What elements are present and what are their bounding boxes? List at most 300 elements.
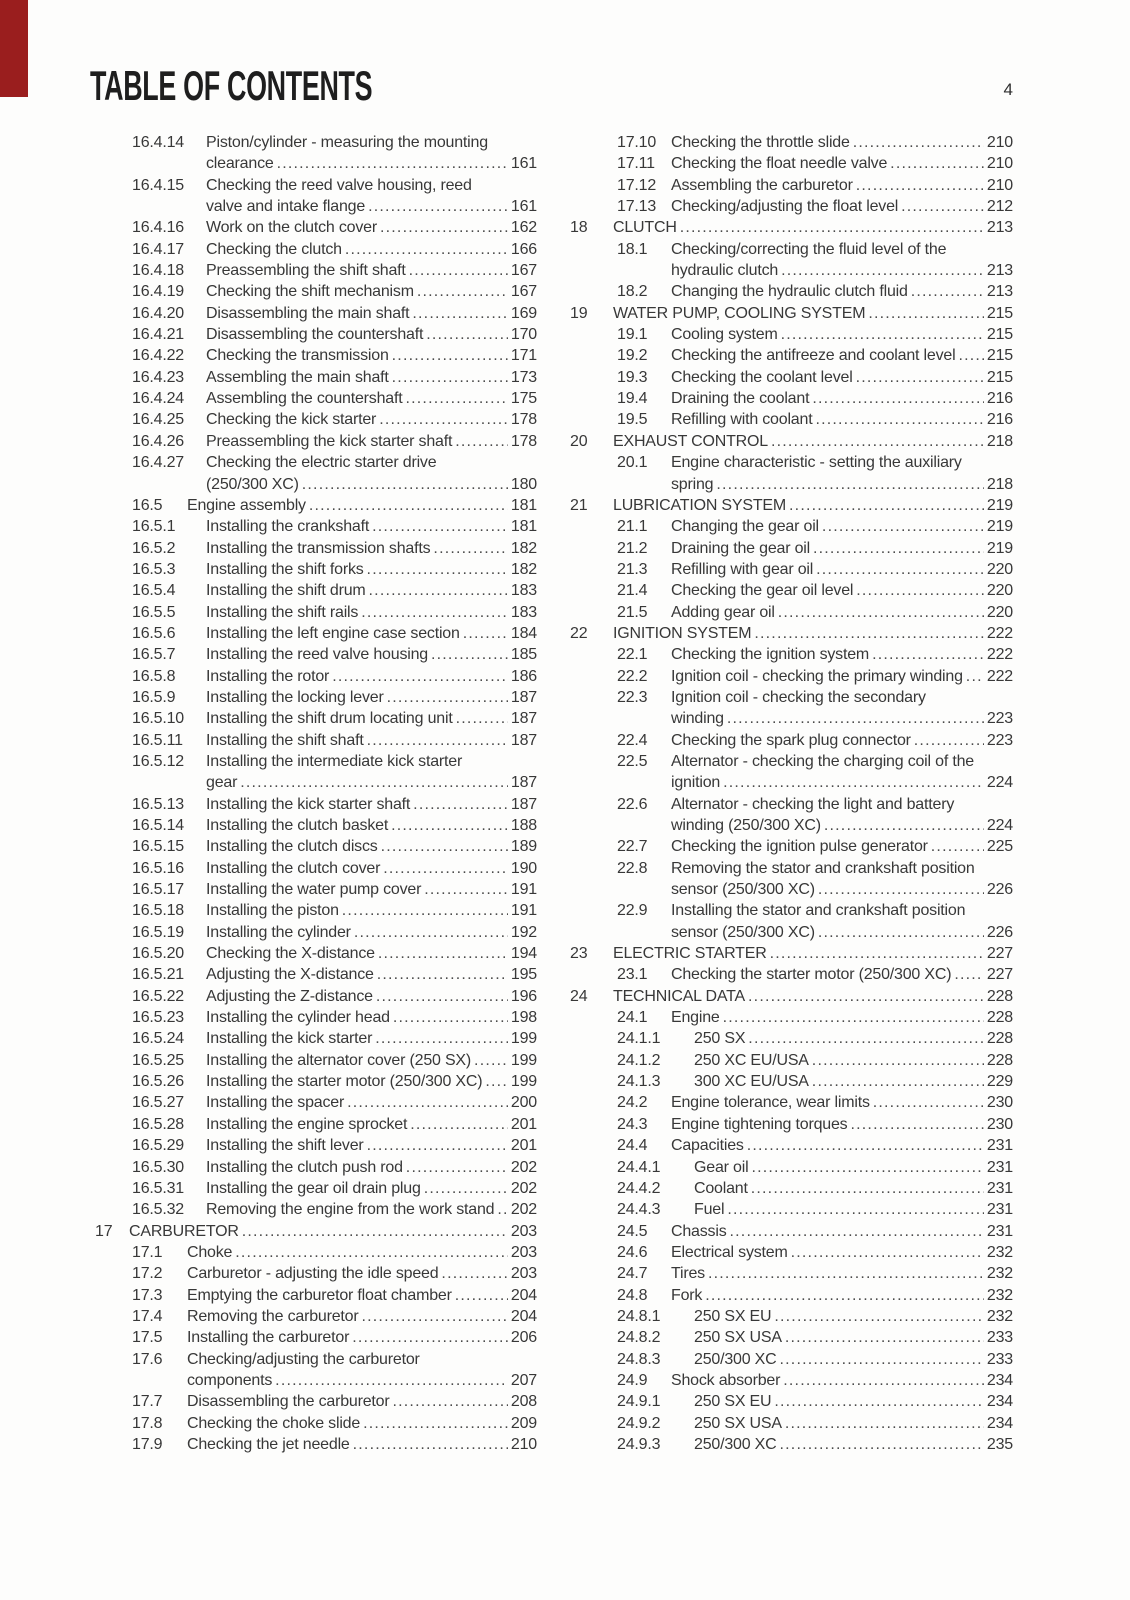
dot-leader — [853, 132, 984, 153]
dot-leader — [417, 281, 508, 302]
toc-entry — [570, 431, 1013, 452]
toc-entry-title: CARBURETOR — [129, 1222, 239, 1240]
dot-leader — [362, 1306, 508, 1327]
toc-entry-title: Choke — [187, 1243, 233, 1261]
toc-entry-page: 187 — [510, 731, 537, 749]
toc-entry-title: Installing the water pump cover — [206, 881, 422, 899]
dot-leader — [235, 1242, 508, 1263]
toc-entry-number: 17.6 — [132, 1350, 163, 1368]
toc-entry — [95, 431, 537, 452]
toc-entry-number: 24.6 — [617, 1243, 648, 1261]
toc-entry — [570, 730, 1013, 751]
dot-leader — [393, 1391, 508, 1412]
dot-leader — [705, 1285, 984, 1306]
toc-entry-number: 16.4.19 — [132, 283, 184, 301]
toc-entry-title: Checking the gear oil level — [671, 582, 854, 600]
dot-leader — [791, 1242, 984, 1263]
toc-entry — [95, 345, 537, 366]
dot-leader — [789, 495, 984, 516]
toc-entry-title: 300 XC EU/USA — [694, 1073, 809, 1091]
toc-entry-title: Installing the shift forks — [206, 560, 364, 578]
dot-leader — [393, 1007, 508, 1028]
toc-entry-title: Checking the transmission — [206, 347, 389, 365]
toc-entry-title: Installing the piston — [206, 902, 339, 920]
toc-entry-title: Checking the reed valve housing, reed — [206, 176, 472, 194]
dot-leader — [354, 922, 508, 943]
toc-entry-page: 203 — [510, 1243, 537, 1261]
toc-entry-title: Checking the shift mechanism — [206, 283, 414, 301]
toc-entry — [570, 1434, 1013, 1455]
toc-entry-page: 228 — [986, 1009, 1013, 1027]
toc-entry-number: 17.7 — [132, 1393, 163, 1411]
toc-entry-page: 222 — [986, 624, 1013, 642]
toc-entry-title: Installing the clutch push rod — [206, 1158, 403, 1176]
toc-entry-number: 16.5.23 — [132, 1009, 184, 1027]
toc-entry-number: 16.5.2 — [132, 539, 176, 557]
toc-entry-title: Shock absorber — [671, 1371, 781, 1389]
toc-entry-title: 250 SX USA — [694, 1329, 782, 1347]
toc-entry-number: 24.1.1 — [617, 1030, 661, 1048]
toc-entry — [95, 1157, 537, 1178]
toc-entry-number: 16.5.10 — [132, 710, 184, 728]
toc-entry-page: 202 — [510, 1179, 537, 1197]
toc-entry — [570, 836, 1013, 857]
toc-entry-number: 16.5.31 — [132, 1179, 184, 1197]
toc-entry-number: 16.4.18 — [132, 262, 184, 280]
toc-entry-number: 21.1 — [617, 518, 648, 536]
toc-entry — [95, 708, 537, 729]
toc-entry-title: Installing the shift drum locating unit — [206, 710, 453, 728]
toc-entry — [570, 1028, 1013, 1049]
dot-leader — [387, 687, 508, 708]
toc-entry-number: 16.5.20 — [132, 945, 184, 963]
dot-leader — [781, 260, 984, 281]
toc-entry-number: 17.1 — [132, 1243, 163, 1261]
toc-entry — [95, 303, 537, 324]
toc-entry-title: Disassembling the carburetor — [187, 1393, 390, 1411]
toc-entry-page: 187 — [510, 795, 537, 813]
toc-entry — [95, 1434, 537, 1455]
dot-leader — [347, 1092, 508, 1113]
toc-entry-number: 17.2 — [132, 1265, 163, 1283]
toc-entry-page: 231 — [986, 1201, 1013, 1219]
toc-entry-page: 231 — [986, 1179, 1013, 1197]
toc-entry-page: 173 — [510, 368, 537, 386]
toc-entry-title: Adjusting the X-distance — [206, 966, 374, 984]
chapter-tab — [0, 0, 28, 97]
toc-entry-title: Fuel — [694, 1201, 725, 1219]
toc-entry — [570, 964, 1013, 985]
dot-leader — [497, 1199, 508, 1220]
toc-entry-number: 16.5.15 — [132, 838, 184, 856]
toc-entry — [95, 900, 537, 921]
toc-entry-page: 224 — [986, 817, 1013, 834]
dot-leader — [455, 431, 508, 452]
toc-entry — [95, 1050, 537, 1071]
dot-leader — [783, 1370, 984, 1391]
dot-leader — [377, 964, 508, 985]
toc-entry-title: CLUTCH — [613, 219, 677, 237]
toc-entry-page: 219 — [986, 539, 1013, 557]
toc-entry-page: 229 — [986, 1073, 1013, 1091]
toc-entry-title: Changing the gear oil — [671, 518, 819, 536]
toc-entry-page: 228 — [986, 1051, 1013, 1069]
toc-entry — [95, 580, 537, 601]
dot-leader — [392, 367, 508, 388]
toc-entry-number: 16.5.17 — [132, 881, 184, 899]
toc-entry-title: Piston/cylinder - measuring the mounting — [206, 134, 488, 151]
toc-entry-title: Installing the shift lever — [206, 1137, 364, 1155]
toc-entry-number: 19.5 — [617, 411, 648, 429]
toc-entry-number: 22.5 — [617, 752, 648, 770]
dot-leader — [856, 367, 984, 388]
toc-entry-title: Tires — [671, 1265, 705, 1283]
dot-leader — [708, 1263, 984, 1284]
toc-entry-page: 222 — [986, 667, 1013, 685]
toc-entry-title: Installing the shift drum — [206, 582, 366, 600]
toc-entry — [95, 964, 537, 985]
toc-entry-page: 225 — [986, 838, 1013, 856]
toc-entry-page: 188 — [510, 817, 537, 834]
toc-entry-number: 16.4.26 — [132, 432, 184, 450]
toc-entry — [570, 345, 1013, 366]
toc-entry-number: 24.8.2 — [617, 1329, 661, 1347]
toc-entry — [570, 559, 1013, 580]
toc-entry-title: Work on the clutch cover — [206, 219, 377, 237]
toc-entry-title: Installing the kick starter — [206, 1030, 373, 1048]
toc-entry-title: Emptying the carburetor float chamber — [187, 1286, 452, 1304]
toc-entry-number: 24.4.2 — [617, 1179, 661, 1197]
toc-entry-title: Refilling with gear oil — [671, 560, 814, 578]
toc-entry — [570, 452, 1013, 495]
toc-entry — [570, 196, 1013, 217]
toc-entry-title: Changing the hydraulic clutch fluid — [671, 283, 908, 301]
toc-entry-number: 16.5.5 — [132, 603, 176, 621]
dot-leader — [824, 815, 984, 836]
dot-leader — [368, 196, 508, 217]
toc-entry-page: 175 — [510, 390, 537, 408]
toc-entry-number: 17.13 — [617, 198, 657, 216]
toc-entry-title: Checking the ignition pulse generator — [671, 838, 928, 856]
toc-entry — [570, 1071, 1013, 1092]
toc-entry-title: Engine tightening torques — [671, 1115, 848, 1133]
dot-leader — [816, 559, 984, 580]
toc-entry — [570, 132, 1013, 153]
toc-entry — [570, 217, 1013, 238]
toc-entry — [570, 324, 1013, 345]
toc-entry-page: 206 — [510, 1329, 537, 1347]
dot-leader — [275, 1370, 508, 1391]
toc-entry-number: 24.4.1 — [617, 1158, 661, 1176]
toc-entry-number: 17.12 — [617, 176, 657, 194]
toc-entry-title: IGNITION SYSTEM — [613, 624, 752, 642]
toc-entry-page: 220 — [986, 582, 1013, 600]
toc-entry-number: 16.4.27 — [132, 454, 184, 472]
toc-entry-page: 213 — [986, 283, 1013, 301]
toc-entry-page: 178 — [510, 411, 537, 429]
toc-entry-title: 250 SX USA — [694, 1414, 782, 1432]
toc-entry — [570, 644, 1013, 665]
toc-entry-title: Installing the clutch discs — [206, 838, 378, 856]
toc-entry — [570, 1306, 1013, 1327]
dot-leader — [748, 986, 984, 1007]
toc-entry-page: 235 — [986, 1435, 1013, 1453]
toc-entry-number: 24.1 — [617, 1009, 648, 1027]
toc-entry-page: 216 — [986, 390, 1013, 408]
dot-leader — [680, 217, 984, 238]
toc-entry-title: clearance — [206, 155, 274, 173]
toc-entry-page: 234 — [986, 1414, 1013, 1432]
toc-entry — [570, 1199, 1013, 1220]
toc-entry-number: 16.5.1 — [132, 518, 176, 536]
toc-entry-number: 17 — [95, 1222, 113, 1240]
toc-entry-number: 22.2 — [617, 667, 648, 685]
dot-leader — [954, 964, 984, 985]
toc-entry-page: 228 — [986, 987, 1013, 1005]
toc-entry-page: 171 — [510, 347, 537, 365]
toc-entry-title: Installing the gear oil drain plug — [206, 1179, 421, 1197]
dot-leader — [751, 1157, 983, 1178]
toc-entry-number: 16.4.21 — [132, 326, 184, 344]
toc-entry-page: 218 — [986, 475, 1013, 493]
toc-entry-title: Ignition coil - checking the secondary — [671, 688, 926, 706]
dot-leader — [302, 474, 508, 495]
toc-entry-title: 250 XC EU/USA — [694, 1051, 809, 1069]
toc-entry-title: Engine tolerance, wear limits — [671, 1094, 870, 1112]
toc-entry-title: 250 SX EU — [694, 1307, 772, 1325]
dot-leader — [812, 1071, 984, 1092]
toc-entry-title: Ignition coil - checking the primary winding — [671, 667, 963, 685]
toc-entry-number: 24.4 — [617, 1137, 648, 1155]
dot-leader — [474, 1050, 508, 1071]
toc-entry-page: 216 — [986, 411, 1013, 429]
dot-leader — [455, 1285, 508, 1306]
toc-entry-page: 199 — [510, 1030, 537, 1048]
toc-entry-title: Removing the engine from the work stand — [206, 1201, 495, 1219]
toc-entry-number: 17.4 — [132, 1307, 163, 1325]
dot-leader — [748, 1028, 984, 1049]
dot-leader — [463, 623, 508, 644]
dot-leader — [383, 858, 508, 879]
toc-entry-page: 228 — [986, 1030, 1013, 1048]
toc-entry-number: 16.5.16 — [132, 859, 184, 877]
dot-leader — [822, 516, 984, 537]
toc-entry-title: 250 SX EU — [694, 1393, 772, 1411]
toc-entry-page: 231 — [986, 1222, 1013, 1240]
toc-entry-page: 233 — [986, 1329, 1013, 1347]
toc-entry-title: Alternator - checking the light and battery — [671, 795, 955, 813]
toc-entry-page: 187 — [510, 774, 537, 792]
toc-entry — [570, 943, 1013, 964]
dot-leader — [780, 1349, 984, 1370]
toc-entry-number: 24.8.1 — [617, 1307, 661, 1325]
toc-entry-page: 232 — [986, 1307, 1013, 1325]
toc-entry-page: 218 — [986, 432, 1013, 450]
toc-entry-title: Installing the shift rails — [206, 603, 359, 621]
dot-leader — [850, 1114, 983, 1135]
toc-entry-title: Checking the coolant level — [671, 368, 853, 386]
toc-entry-title: 250/300 XC — [694, 1435, 777, 1453]
toc-entry-page: 223 — [986, 710, 1013, 728]
dot-leader — [774, 1306, 984, 1327]
toc-entry — [95, 1028, 537, 1049]
toc-entry-page: 220 — [986, 603, 1013, 621]
toc-entry — [95, 815, 537, 836]
toc-entry-page: 198 — [510, 1009, 537, 1027]
toc-entry-number: 19.4 — [617, 390, 648, 408]
toc-entry-number: 24.9.2 — [617, 1414, 661, 1432]
toc-entry — [95, 922, 537, 943]
dot-leader — [361, 602, 508, 623]
toc-entry-number: 16.5.24 — [132, 1030, 184, 1048]
dot-leader — [309, 495, 508, 516]
toc-entry-title: Draining the gear oil — [671, 539, 810, 557]
dot-leader — [812, 388, 984, 409]
toc-entry-number: 16.5.32 — [132, 1201, 184, 1219]
toc-entry — [95, 623, 537, 644]
dot-leader — [890, 153, 984, 174]
toc-entry — [95, 751, 537, 794]
toc-entry-number: 16.4.22 — [132, 347, 184, 365]
dot-leader — [456, 708, 508, 729]
toc-entry-title: valve and intake flange — [206, 198, 366, 216]
toc-entry — [570, 1391, 1013, 1412]
toc-entry-page: 169 — [510, 304, 537, 322]
toc-entry-number: 24.9.1 — [617, 1393, 661, 1411]
dot-leader — [413, 794, 508, 815]
toc-entry-title: Installing the engine sprocket — [206, 1115, 408, 1133]
toc-entry-page: 183 — [510, 603, 537, 621]
toc-entry-title: Chassis — [671, 1222, 727, 1240]
toc-entry-number: 16.5.19 — [132, 923, 184, 941]
dot-leader — [723, 772, 984, 793]
dot-leader — [774, 1391, 984, 1412]
toc-entry-page: 184 — [510, 624, 537, 642]
toc-entry-title: Carburetor - adjusting the idle speed — [187, 1265, 439, 1283]
dot-leader — [856, 580, 984, 601]
toc-entry-number: 16.5.12 — [132, 752, 184, 770]
toc-entry — [95, 388, 537, 409]
toc-entry-title: Installing the shift shaft — [206, 731, 364, 749]
dot-leader — [375, 1028, 508, 1049]
toc-entry-number: 16.5.18 — [132, 902, 184, 920]
toc-entry-page: 180 — [510, 475, 537, 493]
toc-entry-title: Removing the carburetor — [187, 1307, 359, 1325]
toc-entry-number: 16.5.13 — [132, 795, 184, 813]
toc-entry-title: Coolant — [694, 1179, 748, 1197]
toc-entry-title: Checking the clutch — [206, 240, 342, 258]
toc-entry-page: 182 — [510, 560, 537, 578]
toc-entry-title: Installing the stator and crankshaft position — [671, 902, 966, 920]
dot-leader — [818, 879, 984, 900]
toc-entry-page: 227 — [986, 945, 1013, 963]
toc-entry — [570, 623, 1013, 644]
dot-leader — [727, 1199, 984, 1220]
dot-leader — [966, 666, 984, 687]
toc-entry-title: Preassembling the kick starter shaft — [206, 432, 453, 450]
toc-entry-page: 219 — [986, 496, 1013, 514]
toc-entry-title: Adjusting the Z-distance — [206, 987, 373, 1005]
dot-leader — [730, 1221, 984, 1242]
toc-entry-number: 16.4.25 — [132, 411, 184, 429]
toc-entry-page: 230 — [986, 1094, 1013, 1112]
toc-entry-number: 22.4 — [617, 731, 648, 749]
toc-entry-page: 162 — [510, 219, 537, 237]
toc-entry-title: Installing the clutch cover — [206, 859, 381, 877]
toc-entry — [570, 602, 1013, 623]
toc-entry-title: Engine — [671, 1009, 720, 1027]
toc-entry-title: gear — [206, 774, 238, 792]
dot-leader — [379, 409, 508, 430]
toc-entry — [95, 538, 537, 559]
toc-entry-number: 16.4.14 — [132, 134, 184, 151]
toc-entry — [570, 900, 1013, 943]
toc-entry — [95, 175, 537, 218]
toc-entry-number: 17.11 — [617, 155, 655, 173]
toc-entry-number: 16.5 — [132, 496, 163, 514]
toc-entry-page: 203 — [510, 1265, 537, 1283]
toc-entry — [570, 1178, 1013, 1199]
toc-column-left — [95, 132, 537, 1455]
dot-leader — [431, 644, 508, 665]
toc-entry-number: 24.7 — [617, 1265, 648, 1283]
toc-entry-page: 194 — [510, 945, 537, 963]
toc-entry — [95, 1071, 537, 1092]
toc-entry — [95, 836, 537, 857]
dot-leader — [818, 922, 984, 943]
toc-entry-number: 16.5.3 — [132, 560, 176, 578]
dot-leader — [367, 730, 508, 751]
toc-entry — [95, 687, 537, 708]
dot-leader — [914, 730, 984, 751]
dot-leader — [911, 281, 984, 302]
toc-entry — [95, 1221, 537, 1242]
toc-entry-title: Installing the starter motor (250/300 XC) — [206, 1073, 483, 1091]
toc-entry-title: Checking the jet needle — [187, 1435, 350, 1453]
toc-entry-number: 17.8 — [132, 1414, 163, 1432]
toc-entry-title: spring — [671, 475, 714, 493]
dot-leader — [426, 324, 508, 345]
toc-entry-page: 230 — [986, 1115, 1013, 1133]
toc-entry — [95, 858, 537, 879]
toc-entry — [570, 986, 1013, 1007]
toc-entry — [570, 666, 1013, 687]
toc-entry — [95, 367, 537, 388]
toc-entry-number: 16.4.16 — [132, 219, 184, 237]
toc-entry-title: sensor (250/300 XC) — [671, 923, 815, 941]
toc-entry — [95, 943, 537, 964]
toc-entry — [570, 153, 1013, 174]
toc-entry-number: 17.3 — [132, 1286, 163, 1304]
toc-entry-page: 203 — [510, 1222, 537, 1240]
toc-entry-page: 224 — [986, 774, 1013, 792]
toc-entry-number: 16.5.21 — [132, 966, 184, 984]
toc-entry — [570, 538, 1013, 559]
dot-leader — [813, 538, 984, 559]
toc-entry-title: Checking the choke slide — [187, 1414, 361, 1432]
toc-entry-page: 183 — [510, 582, 537, 600]
toc-entry-number: 17.5 — [132, 1329, 163, 1347]
toc-entry — [570, 281, 1013, 302]
dot-leader — [781, 324, 984, 345]
toc-entry — [570, 1370, 1013, 1391]
toc-entry — [570, 1157, 1013, 1178]
toc-entry-page: 215 — [986, 347, 1013, 365]
toc-entry — [95, 1263, 537, 1284]
toc-entry-title: components — [187, 1371, 273, 1389]
toc-entry-title: Checking the X-distance — [206, 945, 375, 963]
toc-entry-title: Installing the intermediate kick starter — [206, 752, 463, 770]
